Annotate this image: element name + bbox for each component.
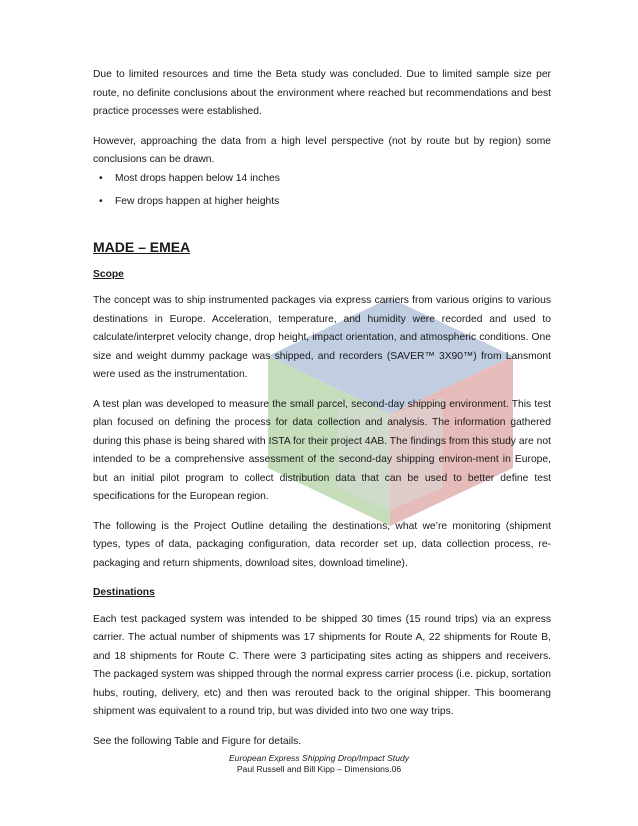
destinations-paragraph-1: Each test packaged system was intended to be shipped 30 times (15 round trips) via an express carrier. The actual number of shipments was 17 shipments for Route A, 22 shipments for Route B, and 18 shipments for Route C. There were 3 participating sites acting as shippers and receivers. The packaged system was shipped through the normal express carrier process (i.e. pickup, sortation hubs, routing, delivery, etc) and then was rerouted back to the original shipper. This boomerang shipment was equivalent to a round trip, but was divided into two one way trips. [93,613,551,717]
scope-paragraph-2: A test plan was developed to measure the small parcel, second-day shipping environment. This test plan focused on defining the process for data collection and analysis. The information gathered during this phase is being shared with ISTA for their project 4AB. The findings from this study are not intended to be a comprehensive assessment of the second-day shipping environ-ment in Europe, but an initial pilot program to collect distribution data that can be used to better define test specifications for the European region. [93,398,551,502]
intro-paragraph-1: Due to limited resources and time the Beta study was concluded. Due to limited sample size per route, no definite conclusions about the environment where reached but recommendations and best practice processes were established. [93,69,551,117]
footer-title: European Express Shipping Drop/Impact Study [228,753,410,763]
footer-authors: Paul Russell and Bill Kipp – Dimensions.06 [236,764,402,774]
bullet-item: • Few drops happen at higher heights [93,193,551,212]
intro-paragraph-2: However, approaching the data from a high level perspective (not by route but by region) some conclusions can be drawn. [93,135,551,165]
scope-paragraph-1: The concept was to ship instrumented packages via express carriers from various origins to various destinations in Europe. Acceleration, temperature, and humidity were recorded and used to calculate/interpret velocity change, drop height, impact orientation, and atmospheric conditions. One size and weight dummy package was shipped, and recorders (SAVER™ 3X90™) from Lansmont were used as the instrumentation. [93,295,551,380]
destinations-heading: Destinations [93,587,155,598]
page-footer [0,753,638,775]
scope-heading: Scope [93,268,124,280]
section-heading: MADE – EMEA [93,238,191,255]
scope-paragraph-3: The following is the Project Outline detailing the destinations, what we’re monitoring (shipment types, types of data, packaging configuration, data recorder set up, data collection process, re-packaging and return shipments, download sites, download timeline). [93,520,551,569]
destinations-paragraph-2: See the following Table and Figure for details. [93,735,302,747]
findings-bullet-list [93,170,551,212]
document-page [93,66,551,762]
bullet-item: • Most drops happen below 14 inches [93,170,551,189]
